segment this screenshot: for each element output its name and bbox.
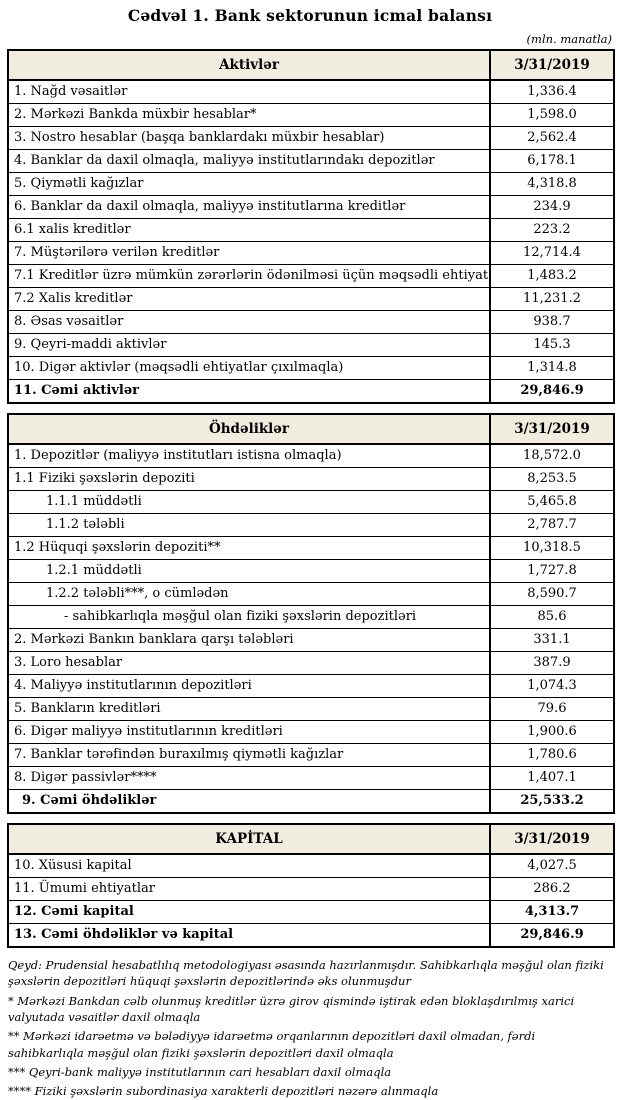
row-value: 6,178.1 (490, 150, 614, 173)
row-label: 11. Cəmi aktivlər (8, 380, 490, 404)
column-header-date: 3/31/2019 (490, 50, 614, 80)
row-label: 4. Banklar da daxil olmaqla, maliyyə institutlarındakı depozitlər (8, 150, 490, 173)
table-row (8, 560, 614, 583)
row-value: 1,598.0 (490, 104, 614, 127)
table-row (8, 854, 614, 878)
table-row (8, 721, 614, 744)
row-value: 79.6 (490, 698, 614, 721)
row-value: 1,900.6 (490, 721, 614, 744)
table-row (8, 196, 614, 219)
row-value: 12,714.4 (490, 242, 614, 265)
table-row (8, 357, 614, 380)
table-row (8, 334, 614, 357)
row-value: 387.9 (490, 652, 614, 675)
table-row (8, 629, 614, 652)
row-label: 3. Nostro hesablar (başqa banklardakı müxbir hesablar) (8, 127, 490, 150)
row-label: 2. Mərkəzi Bankın banklara qarşı tələbləri (8, 629, 490, 652)
table-row (8, 288, 614, 311)
row-label: 13. Cəmi öhdəliklər və kapital (8, 924, 490, 948)
table-row (8, 924, 614, 948)
table-row (8, 104, 614, 127)
row-value: 1,314.8 (490, 357, 614, 380)
capital-table (7, 823, 615, 948)
row-label: 12. Cəmi kapital (8, 901, 490, 924)
table-row (8, 242, 614, 265)
footnote: Qeyd: Prudensial hesabatlılıq metodologiyası əsasında hazırlanmışdır. Sahibkarlıqla məşğul olan fiziki şəxslərin depozitləri hüquqi şəxslərin depozitlərində əks olunmuşdur (8, 958, 604, 989)
row-label: - sahibkarlıqla məşğul olan fiziki şəxslərin depozitləri (8, 606, 490, 629)
column-header-date: 3/31/2019 (490, 414, 614, 444)
row-label: 1.1.2 tələbli (8, 514, 490, 537)
row-label: 1.1 Fiziki şəxslərin depoziti (8, 468, 490, 491)
table-header-row (8, 824, 614, 854)
row-label: 4. Maliyyə institutlarının depozitləri (8, 675, 490, 698)
row-label: 3. Loro hesablar (8, 652, 490, 675)
table-row (8, 744, 614, 767)
row-value: 11,231.2 (490, 288, 614, 311)
row-label: 7.1 Kreditlər üzrə mümkün zərərlərin ödənilməsi üçün məqsədli ehtiyat (8, 265, 490, 288)
row-label: 1. Nağd vəsaitlər (8, 80, 490, 104)
row-value: 10,318.5 (490, 537, 614, 560)
row-label: 1.2.2 tələbli***, o cümlədən (8, 583, 490, 606)
table-row (8, 380, 614, 404)
row-value: 1,336.4 (490, 80, 614, 104)
row-value: 85.6 (490, 606, 614, 629)
table-row (8, 652, 614, 675)
row-label: 8. Digər passivlər**** (8, 767, 490, 790)
row-label: 8. Əsas vəsaitlər (8, 311, 490, 334)
row-label: 6. Banklar da daxil olmaqla, maliyyə institutlarına kreditlər (8, 196, 490, 219)
table-row (8, 514, 614, 537)
footnote: ** Mərkəzi idarəetmə və bələdiyyə idarəetmə orqanlarının depozitləri daxil olmadan, fərdi sahibkarlıqla məşğul olan fiziki şəxslərin depozitləri daxil olmaqla (8, 1029, 536, 1060)
table-row (8, 878, 614, 901)
row-label: 7. Müştərilərə verilən kreditlər (8, 242, 490, 265)
row-value: 331.1 (490, 629, 614, 652)
row-value: 25,533.2 (490, 790, 614, 814)
footnote: *** Qeyri-bank maliyyə institutlarının cari hesabları daxil olmaqla (8, 1064, 392, 1079)
row-value: 5,465.8 (490, 491, 614, 514)
liabilities-table (7, 413, 615, 814)
row-value: 2,562.4 (490, 127, 614, 150)
row-value: 1,483.2 (490, 265, 614, 288)
row-label: 1.1.1 müddətli (8, 491, 490, 514)
table-row (8, 901, 614, 924)
row-value: 145.3 (490, 334, 614, 357)
row-value: 29,846.9 (490, 380, 614, 404)
table-row (8, 583, 614, 606)
row-value: 234.9 (490, 196, 614, 219)
row-label: 6.1 xalis kreditlər (8, 219, 490, 242)
row-value: 1,407.1 (490, 767, 614, 790)
row-label: 11. Ümumi ehtiyatlar (8, 878, 490, 901)
table-row (8, 173, 614, 196)
row-value: 1,074.3 (490, 675, 614, 698)
row-value: 223.2 (490, 219, 614, 242)
row-value: 1,727.8 (490, 560, 614, 583)
table-row (8, 491, 614, 514)
column-header-assets: Aktivlər (8, 50, 490, 80)
page-title: Cədvəl 1. Bank sektorunun icmal balansı (127, 6, 493, 25)
column-header-liabilities: Öhdəliklər (8, 414, 490, 444)
row-label: 5. Qiymətli kağızlar (8, 173, 490, 196)
table-row (8, 675, 614, 698)
table-header-row (8, 414, 614, 444)
row-value: 8,590.7 (490, 583, 614, 606)
footnote: * Mərkəzi Bankdan cəlb olunmuş kreditlər üzrə girov qismində iştirak edən bloklaşdırılmış xarici valyutada vəsaitlər daxil olmaqla (8, 993, 575, 1024)
table-row (8, 219, 614, 242)
row-value: 29,846.9 (490, 924, 614, 948)
assets-table (7, 49, 615, 404)
table-row (8, 767, 614, 790)
footnote: **** Fiziki şəxslərin subordinasiya xarakterli depozitləri nəzərə alınmaqla (8, 1084, 439, 1099)
table-row (8, 606, 614, 629)
unit-note: (mln. manatla) (526, 32, 612, 46)
row-label: 9. Cəmi öhdəliklər (8, 790, 490, 814)
row-label: 2. Mərkəzi Bankda müxbir hesablar* (8, 104, 490, 127)
table-row (8, 150, 614, 173)
column-header-date: 3/31/2019 (490, 824, 614, 854)
table-row (8, 80, 614, 104)
row-value: 4,027.5 (490, 854, 614, 878)
table-row (8, 265, 614, 288)
footnotes (7, 957, 613, 1100)
row-value: 4,313.7 (490, 901, 614, 924)
table-row (8, 127, 614, 150)
table-row (8, 468, 614, 491)
row-value: 1,780.6 (490, 744, 614, 767)
row-value: 18,572.0 (490, 444, 614, 468)
table-row (8, 311, 614, 334)
table-header-row (8, 50, 614, 80)
row-label: 1.2 Hüquqi şəxslərin depoziti** (8, 537, 490, 560)
row-label: 10. Digər aktivlər (məqsədli ehtiyatlar çıxılmaqla) (8, 357, 490, 380)
row-label: 1. Depozitlər (maliyyə institutları istisna olmaqla) (8, 444, 490, 468)
row-label: 10. Xüsusi kapital (8, 854, 490, 878)
table-row (8, 537, 614, 560)
row-label: 6. Digər maliyyə institutlarının kreditləri (8, 721, 490, 744)
row-label: 5. Bankların kreditləri (8, 698, 490, 721)
row-value: 4,318.8 (490, 173, 614, 196)
row-value: 8,253.5 (490, 468, 614, 491)
table-row (8, 698, 614, 721)
table-row (8, 790, 614, 814)
row-label: 7.2 Xalis kreditlər (8, 288, 490, 311)
row-label: 1.2.1 müddətli (8, 560, 490, 583)
column-header-capital: KAPİTAL (8, 824, 490, 854)
row-value: 286.2 (490, 878, 614, 901)
table-row (8, 444, 614, 468)
row-label: 7. Banklar tərəfindən buraxılmış qiymətli kağızlar (8, 744, 490, 767)
row-value: 938.7 (490, 311, 614, 334)
row-label: 9. Qeyri-maddi aktivlər (8, 334, 490, 357)
row-value: 2,787.7 (490, 514, 614, 537)
